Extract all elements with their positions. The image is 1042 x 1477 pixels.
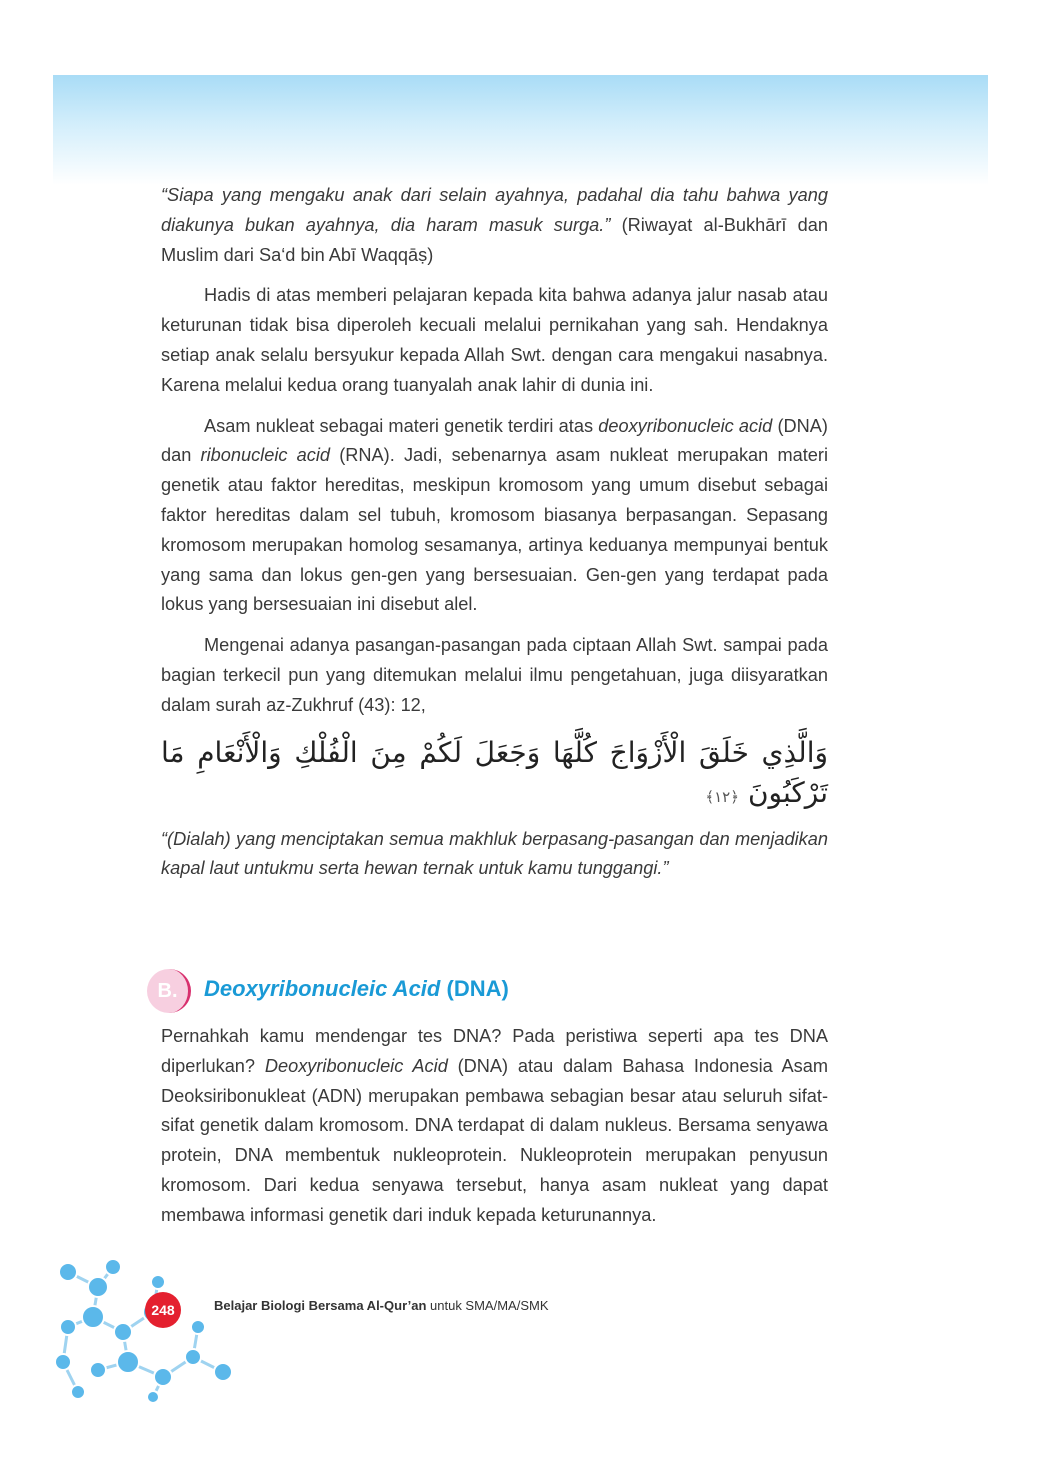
arabic-verse [161,733,828,817]
header-gradient-band [53,75,988,185]
verse-translation: “(Dialah) yang menciptakan semua makhluk berpasang-pasangan dan menjadikan kapal laut untukmu serta hewan ternak untuk kamu tunggangi.” [161,828,828,879]
dna-text-block [161,1022,828,1231]
main-text-block [161,181,828,884]
hadith-quote [161,181,828,270]
term-dna: Deoxyribonucleic Acid [264,1055,448,1076]
book-title: Belajar Biologi Bersama Al-Qur’an [214,1298,427,1313]
paragraph-text: Pernahkah kamu mendengar tes DNA? Pada peristiwa seperti apa tes DNA diperlukan? [161,1026,828,1076]
section-title-text: Deoxyribonucleic Acid [204,976,441,1001]
paragraph-text: (RNA). Jadi, sebenarnya asam nukleat merupakan materi genetik atau faktor hereditas, meskipun kromosom yang umum disebut sebagai faktor hereditas dalam sel tubuh, kromosom biasanya berpasangan. Sepasang kromosom merupakan homolog sesamanya, artinya keduanya mempunyai bentuk yang sama dan lokus gen-gen yang bersesuaian. Gen-gen yang terdapat pada lokus yang bersesuaian ini disebut alel. [161,445,828,615]
paragraph-pasangan: Mengenai adanya pasangan-pasangan pada ciptaan Allah Swt. sampai pada bagian terkecil pun yang ditemukan melalui ilmu pengetahuan, juga diisyaratkan dalam surah az-Zukhruf (43): 12, [161,635,828,715]
arabic-verse-text: وَالَّذِي خَلَقَ الْأَزْوَاجَ كُلَّهَا وَجَعَلَ لَكُمْ مِنَ الْفُلْكِ وَالْأَنْعَامِ مَا تَرْكَبُونَ [161,735,828,809]
section-letter-badge: B. [147,969,191,1013]
section-heading [147,969,847,1013]
paragraph-nasab: Hadis di atas memberi pelajaran kepada kita bahwa adanya jalur nasab atau keturunan tidak bisa diperoleh kecuali melalui pernikahan yang sah. Hendaknya setiap anak selalu bersyukur kepada Allah Swt. dengan cara mengakui nasabnya. Karena melalui kedua orang tuanyalah anak lahir di dunia ini. [161,285,828,395]
ayah-number-mark: ﴿١٢﴾ [705,787,740,806]
section-title [204,974,509,1004]
term-dna: deoxyribonucleic acid [598,415,773,436]
section-title-abbr: (DNA) [440,976,509,1001]
book-title-suffix: untuk SMA/MA/SMK [426,1298,549,1313]
paragraph-text: (DNA) dan [161,415,828,466]
paragraph-dna [161,1022,828,1231]
paragraph-text: Asam nukleat sebagai materi genetik terdiri atas [204,415,599,436]
hadith-source: (Riwayat al-Bukhārī dan Muslim dari Sa‘d bin Abī Waqqāṣ) [161,214,828,265]
term-rna: ribonucleic acid [200,445,331,466]
hadith-quote-text: “Siapa yang mengaku anak dari selain ayahnya, padahal dia tahu bahwa yang diakunya bukan ayahnya, dia haram masuk surga.” [161,185,828,235]
paragraph-asam-nukleat [161,412,828,621]
page-number-badge: 248 [145,1292,181,1328]
paragraph-text: (DNA) atau dalam Bahasa Indonesia Asam Deoksiribonukleat (ADN) merupakan pembawa sebagian besar atau seluruh sifat-sifat genetik dalam kromosom. DNA terdapat di dalam nukleus. Bersama senyawa protein, DNA membentuk nukleoprotein. Nukleoprotein merupakan penyusun kromosom. Dari kedua senyawa tersebut, hanya asam nukleat yang dapat membawa informasi genetik dari induk kepada keturunannya. [161,1055,828,1225]
footer-book-title [214,1298,549,1313]
molecule-decoration [53,1252,253,1402]
